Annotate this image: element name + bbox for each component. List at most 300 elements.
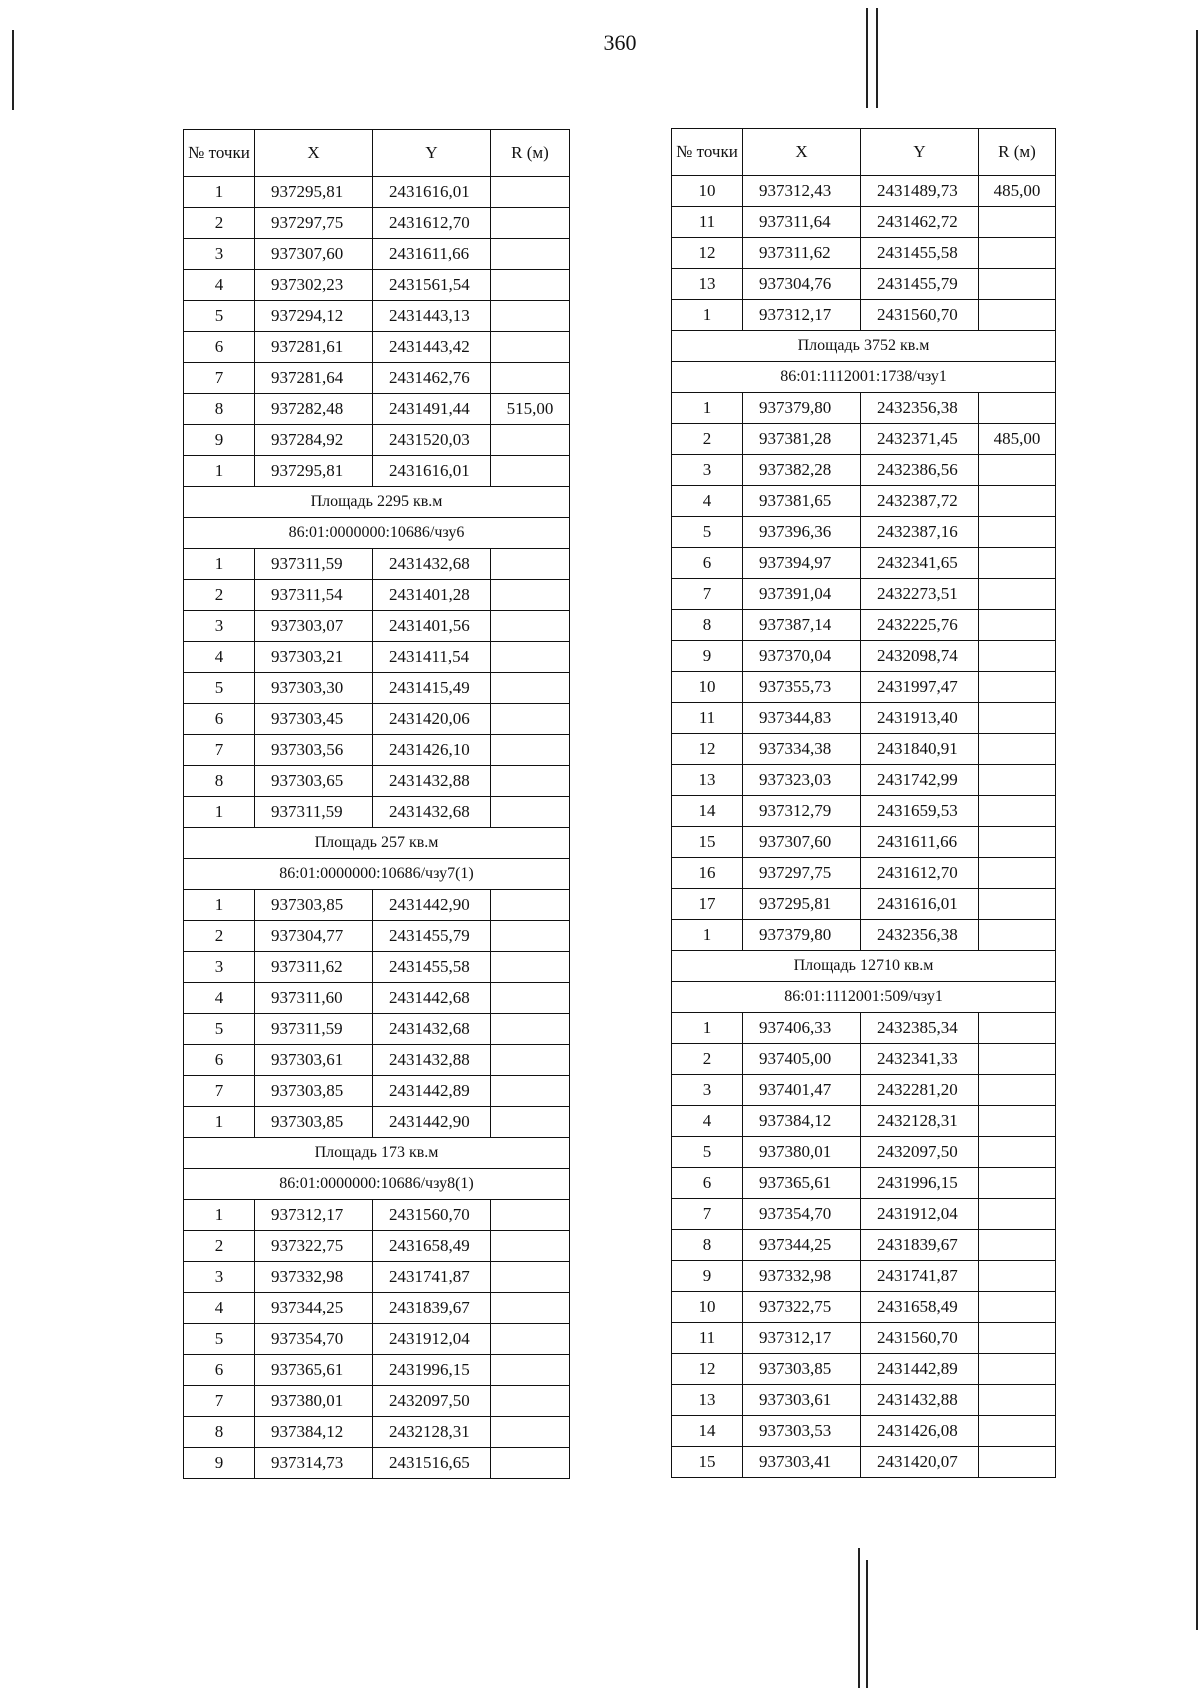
point-number-cell: 4	[184, 270, 255, 301]
y-coordinate-cell: 2431741,87	[861, 1261, 979, 1292]
radius-cell	[491, 1200, 570, 1231]
table-row	[184, 704, 570, 735]
point-number-cell: 2	[672, 1044, 743, 1075]
x-coordinate-cell: 937314,73	[255, 1448, 373, 1479]
point-number-cell: 4	[184, 642, 255, 673]
radius-cell	[491, 921, 570, 952]
y-coordinate-cell: 2431913,40	[861, 703, 979, 734]
point-number-cell: 5	[672, 517, 743, 548]
scan-edge-line-left	[12, 30, 14, 110]
y-coordinate-cell: 2431840,91	[861, 734, 979, 765]
radius-cell	[979, 1385, 1056, 1416]
y-coordinate-cell: 2432387,16	[861, 517, 979, 548]
y-coordinate-cell: 2431611,66	[373, 239, 491, 270]
table-row	[672, 1261, 1056, 1292]
point-number-cell: 9	[184, 1448, 255, 1479]
point-number-cell: 13	[672, 765, 743, 796]
radius-cell	[491, 1045, 570, 1076]
header-point-number: № точки	[672, 129, 743, 176]
table-row	[672, 486, 1056, 517]
y-coordinate-cell: 2431912,04	[861, 1199, 979, 1230]
radius-cell	[491, 1386, 570, 1417]
point-number-cell: 7	[672, 579, 743, 610]
y-coordinate-cell: 2431426,10	[373, 735, 491, 766]
table-row	[184, 394, 570, 425]
x-coordinate-cell: 937303,41	[743, 1447, 861, 1478]
table-row	[184, 673, 570, 704]
table-row	[184, 1231, 570, 1262]
x-coordinate-cell: 937312,79	[743, 796, 861, 827]
y-coordinate-cell: 2431839,67	[861, 1230, 979, 1261]
table-row	[672, 734, 1056, 765]
table-row	[184, 239, 570, 270]
table-row	[184, 890, 570, 921]
x-coordinate-cell: 937295,81	[255, 456, 373, 487]
point-number-cell: 13	[672, 1385, 743, 1416]
radius-cell	[979, 827, 1056, 858]
point-number-cell: 3	[184, 1262, 255, 1293]
table-row	[184, 1200, 570, 1231]
x-coordinate-cell: 937332,98	[255, 1262, 373, 1293]
point-number-cell: 7	[184, 363, 255, 394]
point-number-cell: 1	[184, 177, 255, 208]
y-coordinate-cell: 2432281,20	[861, 1075, 979, 1106]
table-row	[672, 393, 1056, 424]
y-coordinate-cell: 2431442,89	[373, 1076, 491, 1107]
radius-cell	[491, 1014, 570, 1045]
x-coordinate-cell: 937344,25	[255, 1293, 373, 1324]
x-coordinate-cell: 937282,48	[255, 394, 373, 425]
point-number-cell: 7	[672, 1199, 743, 1230]
section-title: 86:01:0000000:10686/чзу7(1)	[184, 859, 570, 890]
table-row	[184, 1293, 570, 1324]
table-row	[184, 1386, 570, 1417]
radius-cell	[491, 301, 570, 332]
radius-cell	[491, 642, 570, 673]
section-row	[672, 951, 1056, 982]
table-row	[672, 1044, 1056, 1075]
x-coordinate-cell: 937281,61	[255, 332, 373, 363]
point-number-cell: 5	[184, 301, 255, 332]
radius-cell: 485,00	[979, 424, 1056, 455]
point-number-cell: 8	[184, 1417, 255, 1448]
point-number-cell: 2	[184, 1231, 255, 1262]
y-coordinate-cell: 2432097,50	[373, 1386, 491, 1417]
header-radius: R (м)	[979, 129, 1056, 176]
table-row	[672, 920, 1056, 951]
x-coordinate-cell: 937303,65	[255, 766, 373, 797]
x-coordinate-cell: 937387,14	[743, 610, 861, 641]
y-coordinate-cell: 2431432,68	[373, 1014, 491, 1045]
header-point-number: № точки	[184, 130, 255, 177]
table-row	[672, 517, 1056, 548]
table-row	[672, 300, 1056, 331]
y-coordinate-cell: 2432341,65	[861, 548, 979, 579]
radius-cell	[491, 1355, 570, 1386]
point-number-cell: 1	[184, 1107, 255, 1138]
table-row	[672, 703, 1056, 734]
point-number-cell: 4	[184, 983, 255, 1014]
radius-cell: 515,00	[491, 394, 570, 425]
x-coordinate-cell: 937311,60	[255, 983, 373, 1014]
x-coordinate-cell: 937295,81	[743, 889, 861, 920]
point-number-cell: 1	[184, 456, 255, 487]
header-x: X	[743, 129, 861, 176]
x-coordinate-cell: 937312,17	[255, 1200, 373, 1231]
section-row	[672, 982, 1056, 1013]
radius-cell	[979, 796, 1056, 827]
x-coordinate-cell: 937311,54	[255, 580, 373, 611]
x-coordinate-cell: 937312,43	[743, 176, 861, 207]
point-number-cell: 15	[672, 1447, 743, 1478]
radius-cell	[979, 1354, 1056, 1385]
y-coordinate-cell: 2431996,15	[861, 1168, 979, 1199]
point-number-cell: 1	[184, 549, 255, 580]
point-number-cell: 8	[184, 394, 255, 425]
x-coordinate-cell: 937303,56	[255, 735, 373, 766]
x-coordinate-cell: 937322,75	[743, 1292, 861, 1323]
radius-cell	[979, 610, 1056, 641]
radius-cell	[491, 239, 570, 270]
radius-cell	[491, 456, 570, 487]
radius-cell	[979, 1416, 1056, 1447]
section-title: Площадь 173 кв.м	[184, 1138, 570, 1169]
point-number-cell: 9	[672, 1261, 743, 1292]
y-coordinate-cell: 2431443,13	[373, 301, 491, 332]
radius-cell	[491, 363, 570, 394]
point-number-cell: 1	[184, 890, 255, 921]
table-header-row	[184, 130, 570, 177]
point-number-cell: 7	[184, 735, 255, 766]
table-row	[672, 610, 1056, 641]
x-coordinate-cell: 937307,60	[255, 239, 373, 270]
y-coordinate-cell: 2431996,15	[373, 1355, 491, 1386]
point-number-cell: 10	[672, 1292, 743, 1323]
table-header-row	[672, 129, 1056, 176]
table-row	[184, 1045, 570, 1076]
coordinates-table-right	[671, 128, 1056, 1478]
y-coordinate-cell: 2432387,72	[861, 486, 979, 517]
point-number-cell: 17	[672, 889, 743, 920]
x-coordinate-cell: 937344,83	[743, 703, 861, 734]
radius-cell	[979, 486, 1056, 517]
table-row	[672, 1137, 1056, 1168]
radius-cell	[491, 704, 570, 735]
radius-cell	[491, 611, 570, 642]
section-row	[184, 487, 570, 518]
y-coordinate-cell: 2431520,03	[373, 425, 491, 456]
x-coordinate-cell: 937311,59	[255, 797, 373, 828]
x-coordinate-cell: 937303,61	[255, 1045, 373, 1076]
table-row	[672, 1292, 1056, 1323]
x-coordinate-cell: 937384,12	[743, 1106, 861, 1137]
point-number-cell: 14	[672, 1416, 743, 1447]
point-number-cell: 5	[184, 1324, 255, 1355]
table-row	[184, 208, 570, 239]
point-number-cell: 10	[672, 176, 743, 207]
point-number-cell: 3	[672, 455, 743, 486]
section-title: Площадь 2295 кв.м	[184, 487, 570, 518]
point-number-cell: 14	[672, 796, 743, 827]
radius-cell	[491, 1076, 570, 1107]
radius-cell	[491, 983, 570, 1014]
radius-cell	[491, 549, 570, 580]
radius-cell	[979, 238, 1056, 269]
point-number-cell: 11	[672, 207, 743, 238]
y-coordinate-cell: 2431560,70	[861, 1323, 979, 1354]
x-coordinate-cell: 937332,98	[743, 1261, 861, 1292]
table-row	[184, 1355, 570, 1386]
table-row	[184, 1014, 570, 1045]
x-coordinate-cell: 937396,36	[743, 517, 861, 548]
radius-cell	[979, 1199, 1056, 1230]
x-coordinate-cell: 937304,76	[743, 269, 861, 300]
y-coordinate-cell: 2432356,38	[861, 393, 979, 424]
point-number-cell: 6	[184, 1045, 255, 1076]
table-row	[184, 952, 570, 983]
section-row	[672, 331, 1056, 362]
table-row	[184, 983, 570, 1014]
section-title: 86:01:1112001:509/чзу1	[672, 982, 1056, 1013]
table-row	[184, 1448, 570, 1479]
x-coordinate-cell: 937344,25	[743, 1230, 861, 1261]
table-row	[672, 238, 1056, 269]
table-row	[672, 1075, 1056, 1106]
radius-cell	[979, 1075, 1056, 1106]
table-row	[184, 363, 570, 394]
radius-cell	[979, 1447, 1056, 1478]
y-coordinate-cell: 2431612,70	[373, 208, 491, 239]
x-coordinate-cell: 937354,70	[743, 1199, 861, 1230]
x-coordinate-cell: 937297,75	[743, 858, 861, 889]
radius-cell	[491, 735, 570, 766]
y-coordinate-cell: 2431420,06	[373, 704, 491, 735]
x-coordinate-cell: 937303,53	[743, 1416, 861, 1447]
x-coordinate-cell: 937312,17	[743, 1323, 861, 1354]
table-row	[672, 796, 1056, 827]
radius-cell	[979, 889, 1056, 920]
table-row	[184, 425, 570, 456]
y-coordinate-cell: 2431432,68	[373, 797, 491, 828]
point-number-cell: 1	[184, 797, 255, 828]
radius-cell	[979, 455, 1056, 486]
y-coordinate-cell: 2431420,07	[861, 1447, 979, 1478]
point-number-cell: 5	[672, 1137, 743, 1168]
point-number-cell: 16	[672, 858, 743, 889]
y-coordinate-cell: 2432097,50	[861, 1137, 979, 1168]
header-x: X	[255, 130, 373, 177]
radius-cell	[491, 1417, 570, 1448]
y-coordinate-cell: 2431658,49	[861, 1292, 979, 1323]
point-number-cell: 1	[672, 920, 743, 951]
radius-cell	[979, 703, 1056, 734]
table-row	[184, 642, 570, 673]
y-coordinate-cell: 2431455,58	[373, 952, 491, 983]
section-title: Площадь 257 кв.м	[184, 828, 570, 859]
radius-cell	[491, 1293, 570, 1324]
y-coordinate-cell: 2432128,31	[373, 1417, 491, 1448]
x-coordinate-cell: 937303,85	[743, 1354, 861, 1385]
table-row	[672, 1168, 1056, 1199]
radius-cell	[979, 1261, 1056, 1292]
y-coordinate-cell: 2431462,76	[373, 363, 491, 394]
point-number-cell: 4	[672, 486, 743, 517]
y-coordinate-cell: 2431401,56	[373, 611, 491, 642]
x-coordinate-cell: 937312,17	[743, 300, 861, 331]
point-number-cell: 8	[184, 766, 255, 797]
radius-cell	[979, 1323, 1056, 1354]
radius-cell	[979, 734, 1056, 765]
table-row	[184, 1417, 570, 1448]
point-number-cell: 4	[184, 1293, 255, 1324]
x-coordinate-cell: 937370,04	[743, 641, 861, 672]
radius-cell	[491, 766, 570, 797]
coordinates-table-left	[183, 129, 570, 1479]
radius-cell: 485,00	[979, 176, 1056, 207]
radius-cell	[979, 641, 1056, 672]
table-row	[184, 797, 570, 828]
x-coordinate-cell: 937303,45	[255, 704, 373, 735]
point-number-cell: 5	[184, 1014, 255, 1045]
scan-edge-line-bottom-2	[866, 1560, 868, 1688]
radius-cell	[491, 425, 570, 456]
point-number-cell: 12	[672, 238, 743, 269]
y-coordinate-cell: 2431455,79	[373, 921, 491, 952]
point-number-cell: 2	[184, 921, 255, 952]
point-number-cell: 15	[672, 827, 743, 858]
radius-cell	[491, 1231, 570, 1262]
x-coordinate-cell: 937303,30	[255, 673, 373, 704]
table-row	[672, 176, 1056, 207]
table-row	[184, 270, 570, 301]
y-coordinate-cell: 2432341,33	[861, 1044, 979, 1075]
x-coordinate-cell: 937334,38	[743, 734, 861, 765]
x-coordinate-cell: 937303,85	[255, 1076, 373, 1107]
point-number-cell: 2	[184, 208, 255, 239]
y-coordinate-cell: 2431659,53	[861, 796, 979, 827]
point-number-cell: 6	[184, 1355, 255, 1386]
y-coordinate-cell: 2431442,90	[373, 890, 491, 921]
radius-cell	[979, 269, 1056, 300]
y-coordinate-cell: 2431442,68	[373, 983, 491, 1014]
y-coordinate-cell: 2432225,76	[861, 610, 979, 641]
table-row	[672, 827, 1056, 858]
point-number-cell: 3	[184, 611, 255, 642]
y-coordinate-cell: 2432128,31	[861, 1106, 979, 1137]
table-row	[184, 611, 570, 642]
table-row	[672, 889, 1056, 920]
header-y: Y	[861, 129, 979, 176]
radius-cell	[491, 673, 570, 704]
y-coordinate-cell: 2431443,42	[373, 332, 491, 363]
y-coordinate-cell: 2431742,99	[861, 765, 979, 796]
radius-cell	[491, 1107, 570, 1138]
x-coordinate-cell: 937281,64	[255, 363, 373, 394]
table-row	[184, 332, 570, 363]
radius-cell	[979, 920, 1056, 951]
table-row	[672, 1106, 1056, 1137]
y-coordinate-cell: 2431455,58	[861, 238, 979, 269]
y-coordinate-cell: 2431839,67	[373, 1293, 491, 1324]
table-row	[672, 455, 1056, 486]
table-row	[672, 1323, 1056, 1354]
x-coordinate-cell: 937311,62	[255, 952, 373, 983]
y-coordinate-cell: 2431612,70	[861, 858, 979, 889]
y-coordinate-cell: 2432371,45	[861, 424, 979, 455]
table-row	[184, 1076, 570, 1107]
radius-cell	[979, 579, 1056, 610]
point-number-cell: 2	[184, 580, 255, 611]
radius-cell	[979, 517, 1056, 548]
point-number-cell: 1	[672, 393, 743, 424]
y-coordinate-cell: 2431616,01	[861, 889, 979, 920]
x-coordinate-cell: 937311,59	[255, 549, 373, 580]
point-number-cell: 2	[672, 424, 743, 455]
x-coordinate-cell: 937303,85	[255, 890, 373, 921]
radius-cell	[491, 332, 570, 363]
point-number-cell: 12	[672, 734, 743, 765]
radius-cell	[979, 1106, 1056, 1137]
radius-cell	[491, 270, 570, 301]
point-number-cell: 10	[672, 672, 743, 703]
section-row	[184, 1138, 570, 1169]
section-title: Площадь 3752 кв.м	[672, 331, 1056, 362]
x-coordinate-cell: 937294,12	[255, 301, 373, 332]
point-number-cell: 9	[184, 425, 255, 456]
x-coordinate-cell: 937365,61	[743, 1168, 861, 1199]
point-number-cell: 4	[672, 1106, 743, 1137]
table-row	[672, 1354, 1056, 1385]
scan-edge-line-right	[1196, 30, 1198, 1630]
table-row	[184, 549, 570, 580]
radius-cell	[979, 393, 1056, 424]
point-number-cell: 11	[672, 1323, 743, 1354]
scan-edge-line-top-right-2	[876, 8, 878, 108]
y-coordinate-cell: 2431401,28	[373, 580, 491, 611]
y-coordinate-cell: 2432098,74	[861, 641, 979, 672]
point-number-cell: 3	[184, 952, 255, 983]
point-number-cell: 13	[672, 269, 743, 300]
scan-edge-line-bottom	[858, 1548, 860, 1688]
point-number-cell: 1	[184, 1200, 255, 1231]
point-number-cell: 8	[672, 1230, 743, 1261]
x-coordinate-cell: 937311,62	[743, 238, 861, 269]
section-row	[184, 518, 570, 549]
section-title: 86:01:1112001:1738/чзу1	[672, 362, 1056, 393]
table-row	[672, 579, 1056, 610]
table-row	[672, 548, 1056, 579]
table-row	[672, 1416, 1056, 1447]
y-coordinate-cell: 2431415,49	[373, 673, 491, 704]
point-number-cell: 3	[672, 1075, 743, 1106]
x-coordinate-cell: 937406,33	[743, 1013, 861, 1044]
table-row	[672, 269, 1056, 300]
radius-cell	[979, 672, 1056, 703]
table-row	[672, 765, 1056, 796]
x-coordinate-cell: 937380,01	[743, 1137, 861, 1168]
y-coordinate-cell: 2431741,87	[373, 1262, 491, 1293]
table-row	[672, 672, 1056, 703]
table-row	[672, 1199, 1056, 1230]
point-number-cell: 6	[184, 332, 255, 363]
y-coordinate-cell: 2431516,65	[373, 1448, 491, 1479]
x-coordinate-cell: 937382,28	[743, 455, 861, 486]
radius-cell	[979, 300, 1056, 331]
y-coordinate-cell: 2431462,72	[861, 207, 979, 238]
y-coordinate-cell: 2431561,54	[373, 270, 491, 301]
radius-cell	[979, 548, 1056, 579]
x-coordinate-cell: 937401,47	[743, 1075, 861, 1106]
